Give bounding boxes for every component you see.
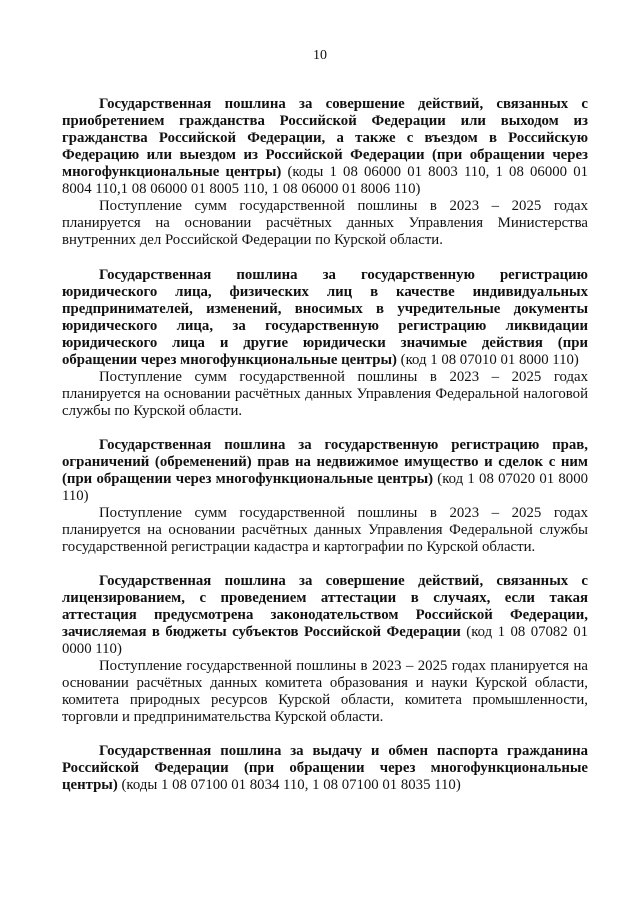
section-property-rights-registration-fee <box>62 437 588 556</box>
budget-codes: (код 1 08 07010 01 8000 110) <box>396 352 579 368</box>
heading-text: Государственная пошлина за совершение действий, связанных с приобретением гражданства Российской Федерации или выходом из гражданства Российской Федерации, а также с въездом в Российскую Федерацию или выездом из Российской Федерации (при обращении через многофункциональные центры) <box>62 96 588 180</box>
budget-codes: (коды 1 08 07100 01 8034 110, 1 08 07100 01 8035 110) <box>117 777 461 793</box>
section-heading <box>62 743 588 794</box>
budget-codes: (коды 1 08 06000 01 8003 110, 1 08 06000 01 8004 110,1 08 06000 01 8005 110, 1 08 06000 01 8006 110) <box>62 164 589 197</box>
page-number: 10 <box>313 48 327 63</box>
section-heading <box>62 437 588 505</box>
budget-codes: (код 1 08 07082 01 0000 110) <box>62 624 588 657</box>
section-body: Поступление сумм государственной пошлины в 2023 – 2025 годах планируется на основании расчётных данных Управления Федеральной службы государственной регистрации кадастра и картографии по Курской области. <box>62 505 588 555</box>
section-heading <box>62 96 588 198</box>
section-body: Поступление государственной пошлины в 2023 – 2025 годах планируется на основании расчётных данных комитета образования и науки Курской области, комитета природных ресурсов Курской области, комитета промышленности, торговли и предпринимательства Курской области. <box>62 658 588 725</box>
heading-text: Государственная пошлина за выдачу и обмен паспорта гражданина Российской Федерации (при обращении через многофункциональные центры) <box>62 743 588 793</box>
section-heading <box>62 573 588 658</box>
section-passport-fee <box>62 743 588 794</box>
budget-codes: (код 1 08 07020 01 8000 110) <box>62 471 588 504</box>
section-licensing-fee <box>62 573 588 726</box>
heading-text: Государственная пошлина за государственную регистрацию прав, ограничений (обременений) прав на недвижимое имущество и сделок с ним (при обращении через многофункциональные центры) <box>62 437 588 487</box>
heading-text: Государственная пошлина за государственную регистрацию юридического лица, физических лиц в качестве индивидуальных предпринимателей, изменений, вносимых в учредительные документы юридического лица, за государственную регистрацию ликвидации юридического лица и другие юридически значимые действия (при обращении через многофункциональные центры) <box>62 267 588 368</box>
section-legal-entity-registration-fee <box>62 267 588 420</box>
section-body: Поступление сумм государственной пошлины в 2023 – 2025 годах планируется на основании расчётных данных Управления Федеральной налоговой службы по Курской области. <box>62 369 588 419</box>
section-citizenship-fee <box>62 96 588 249</box>
section-body: Поступление сумм государственной пошлины в 2023 – 2025 годах планируется на основании расчётных данных Управления Министерства внутренних дел Российской Федерации по Курской области. <box>62 198 588 248</box>
heading-text: Государственная пошлина за совершение действий, связанных с лицензированием, с проведением аттестации в случаях, если такая аттестация предусмотрена законодательством Российской Федерации, зачисляемая в бюджеты субъектов Российской Федерации <box>62 573 588 640</box>
section-heading <box>62 267 588 369</box>
